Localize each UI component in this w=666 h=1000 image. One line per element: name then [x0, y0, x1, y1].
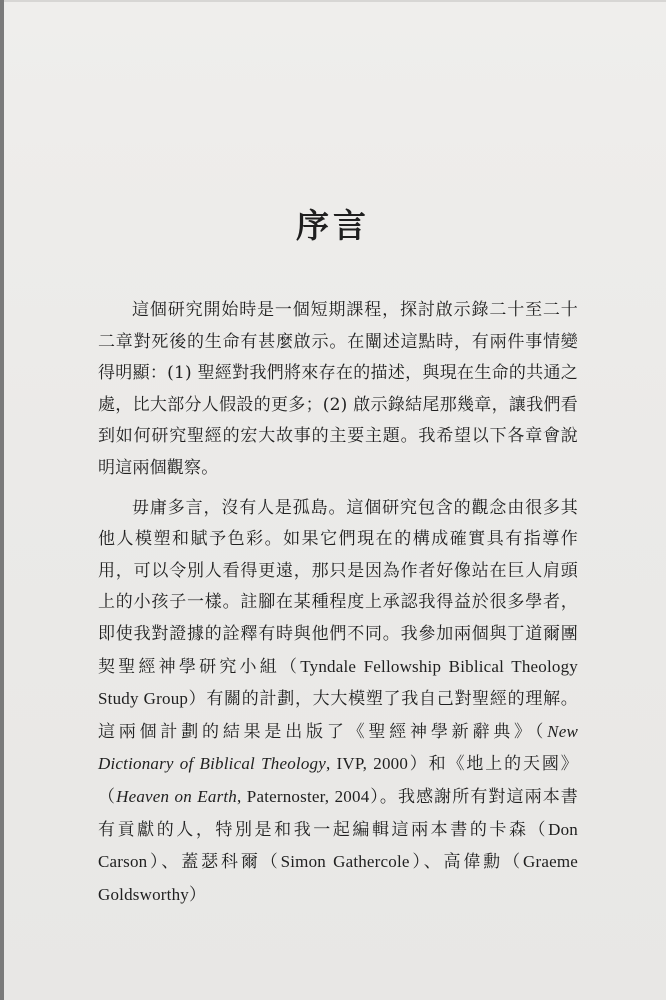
paragraph-2-text-f: ）、高偉勳（	[409, 852, 524, 873]
paragraph-2-text-b: ）有關的計劃，大大模塑了我自己對聖經的理解。這兩個計劃的結果是出版了《聖經神學新辭典》（	[98, 689, 578, 742]
paragraph-2	[98, 493, 578, 912]
paragraph-2-text-g: ）	[188, 884, 207, 905]
editor-name-goldsworthy: Graeme Goldsworthy	[98, 852, 579, 904]
page-edge-shadow	[0, 0, 4, 1000]
preface-body	[98, 295, 578, 911]
page-title: 序言	[296, 206, 370, 246]
book-publication-ndbt: , IVP, 2000	[325, 754, 409, 774]
editor-name-gathercole: Simon Gathercole	[280, 852, 410, 872]
paragraph-1: 這個研究開始時是一個短期課程，探討啟示錄二十至二十二章對死後的生命有甚麼啟示。在闡述這點時，有兩件事情變得明顯：(1) 聖經對我們將來存在的描述，與現在生命的共通之處，比大部分人假設的更多；(2) 啟示錄結尾那幾章，讓我們看到如何研究聖經的宏大故事的主要主題。我希望以下各章會說明這兩個觀察。	[98, 300, 578, 478]
book-title-heaven-on-earth: Heaven on Earth	[116, 786, 238, 806]
book-publication-heaven-on-earth: , Paternoster, 2004	[237, 786, 370, 806]
paragraph-2-text-d: ）。我感謝所有對這兩本書有貢獻的人，特別是和我一起編輯這兩本書的卡森（	[98, 786, 578, 840]
paragraph-2-text-c: ）和《地上的天國》（	[98, 754, 578, 807]
page-top-edge	[4, 0, 666, 2]
paragraph-2-text-e: ）、蓋瑟科爾（	[147, 852, 281, 873]
editor-name-carson: Don Carson	[98, 819, 578, 872]
book-title-ndbt: New Dictionary of Biblical Theology	[98, 721, 578, 774]
paragraph-2-text-a: 毋庸多言，沒有人是孤島。這個研究包含的觀念由很多其他人模塑和賦予色彩。如果它們現在的構成確實具有指導作用，可以令別人看得更遠，那只是因為作者好像站在巨人肩頭上的小孩子一樣。註腳在某種程度上承認我得益於很多學者，即使我對證據的詮釋有時與他們不同。我參加兩個與丁道爾團契聖經神學研究小組（	[98, 497, 578, 677]
study-group-name: Tyndale Fellowship Biblical Theology Study Group	[98, 656, 578, 709]
